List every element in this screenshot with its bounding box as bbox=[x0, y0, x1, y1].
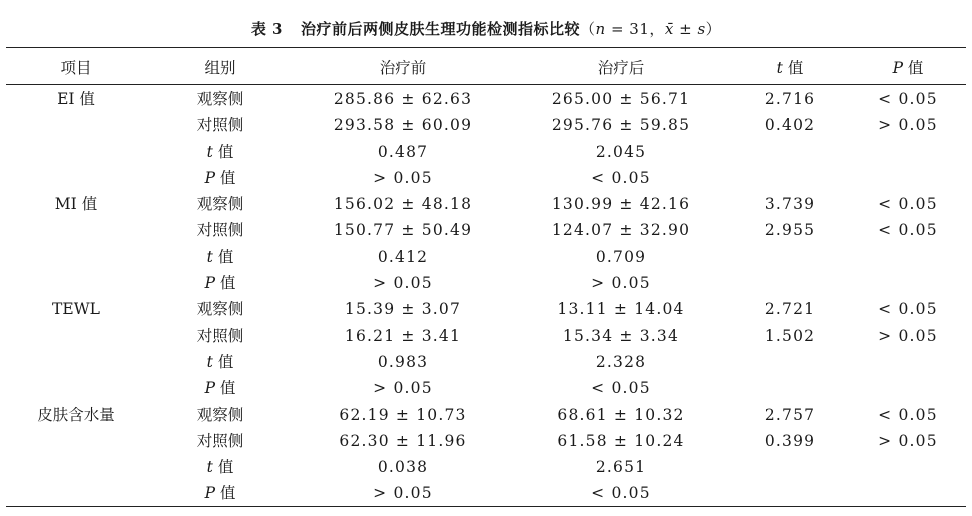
cell-before-treatment: 0.983 bbox=[377, 352, 429, 371]
cell-after-treatment: 265.00 ± 56.71 bbox=[551, 90, 691, 108]
cell-item bbox=[6, 217, 146, 243]
table-row bbox=[6, 454, 966, 480]
cell-item bbox=[6, 323, 146, 349]
header-t-value: t 值 bbox=[776, 59, 804, 77]
cell-group: 对照侧 bbox=[196, 221, 244, 240]
table-row bbox=[6, 480, 966, 506]
table-row bbox=[6, 165, 966, 191]
cell-t-value: 2.721 bbox=[764, 300, 816, 319]
cell-p-value bbox=[850, 139, 966, 165]
cell-p-value: < 0.05 bbox=[878, 405, 938, 424]
cell-before-treatment: > 0.05 bbox=[373, 168, 433, 187]
cell-p-value: < 0.05 bbox=[878, 90, 938, 108]
cell-p-value bbox=[850, 454, 966, 480]
cell-group: 观察侧 bbox=[196, 300, 244, 319]
cell-before-treatment: 156.02 ± 48.18 bbox=[333, 195, 473, 214]
cell-p-value bbox=[850, 349, 966, 375]
cell-t-value bbox=[730, 349, 850, 375]
cell-group: 观察侧 bbox=[196, 90, 244, 108]
cell-p-value bbox=[850, 270, 966, 296]
cell-t-value bbox=[730, 244, 850, 270]
cell-t-value: 2.955 bbox=[764, 221, 816, 240]
table-number: 表 3 bbox=[250, 20, 283, 38]
cell-item bbox=[6, 244, 146, 270]
cell-group: P 值 bbox=[204, 484, 236, 503]
cell-after-treatment: 0.709 bbox=[595, 247, 647, 266]
cell-group: 观察侧 bbox=[196, 195, 244, 214]
cell-group: t 值 bbox=[206, 458, 234, 477]
cell-after-treatment: 68.61 ± 10.32 bbox=[557, 405, 685, 424]
table-row bbox=[6, 402, 966, 428]
cell-after-treatment: 2.328 bbox=[595, 352, 647, 371]
cell-before-treatment: > 0.05 bbox=[373, 379, 433, 398]
table-header bbox=[6, 54, 966, 80]
cell-after-treatment: 295.76 ± 59.85 bbox=[551, 116, 691, 135]
cell-t-value bbox=[730, 139, 850, 165]
cell-t-value bbox=[730, 480, 850, 506]
cell-p-value: > 0.05 bbox=[878, 431, 938, 450]
cell-t-value: 2.757 bbox=[764, 405, 816, 424]
cell-after-treatment: < 0.05 bbox=[591, 379, 651, 398]
table-header-rule bbox=[6, 84, 966, 85]
cell-item bbox=[6, 454, 146, 480]
cell-t-value bbox=[730, 375, 850, 401]
cell-p-value: < 0.05 bbox=[878, 221, 938, 240]
cell-t-value bbox=[730, 165, 850, 191]
table-row bbox=[6, 217, 966, 243]
cell-item: TEWL bbox=[52, 300, 100, 319]
cell-p-value: < 0.05 bbox=[878, 300, 938, 319]
cell-t-value: 3.739 bbox=[764, 195, 816, 214]
cell-item: EI 值 bbox=[57, 90, 95, 108]
cell-before-treatment: 62.19 ± 10.73 bbox=[339, 405, 467, 424]
cell-after-treatment: 130.99 ± 42.16 bbox=[551, 195, 691, 214]
header-item: 项目 bbox=[60, 59, 92, 77]
cell-item: 皮肤含水量 bbox=[37, 405, 115, 424]
cell-after-treatment: 2.045 bbox=[595, 142, 647, 161]
table-row bbox=[6, 296, 966, 322]
cell-p-value: > 0.05 bbox=[878, 116, 938, 135]
table-title: 治疗前后两侧皮肤生理功能检测指标比较 bbox=[300, 20, 580, 38]
cell-before-treatment: 285.86 ± 62.63 bbox=[333, 90, 473, 108]
cell-after-treatment: > 0.05 bbox=[591, 274, 651, 293]
table-statistic-note: （n = 31，x̄ ± s） bbox=[580, 20, 722, 38]
cell-group: t 值 bbox=[206, 352, 234, 371]
table-row bbox=[6, 375, 966, 401]
cell-after-treatment: 61.58 ± 10.24 bbox=[557, 431, 685, 450]
cell-t-value: 2.716 bbox=[764, 90, 816, 108]
cell-after-treatment: 15.34 ± 3.34 bbox=[562, 326, 680, 345]
header-group: 组别 bbox=[204, 59, 236, 77]
cell-p-value bbox=[850, 480, 966, 506]
table-row bbox=[6, 349, 966, 375]
cell-group: t 值 bbox=[206, 247, 234, 266]
cell-before-treatment: > 0.05 bbox=[373, 484, 433, 503]
table-row bbox=[6, 428, 966, 454]
cell-group: 观察侧 bbox=[196, 405, 244, 424]
cell-group: P 值 bbox=[204, 168, 236, 187]
cell-before-treatment: 0.487 bbox=[377, 142, 429, 161]
table-row bbox=[6, 323, 966, 349]
cell-group: P 值 bbox=[204, 379, 236, 398]
cell-group: P 值 bbox=[204, 274, 236, 293]
cell-after-treatment: < 0.05 bbox=[591, 484, 651, 503]
cell-p-value bbox=[850, 244, 966, 270]
cell-item: MI 值 bbox=[54, 195, 98, 214]
table-row bbox=[6, 270, 966, 296]
cell-before-treatment: > 0.05 bbox=[373, 274, 433, 293]
cell-p-value: > 0.05 bbox=[878, 326, 938, 345]
table-bottom-rule bbox=[6, 506, 966, 507]
cell-t-value bbox=[730, 454, 850, 480]
table-row bbox=[6, 86, 966, 112]
cell-item bbox=[6, 165, 146, 191]
header-after-treatment: 治疗后 bbox=[597, 59, 645, 77]
cell-before-treatment: 16.21 ± 3.41 bbox=[344, 326, 462, 345]
cell-p-value: < 0.05 bbox=[878, 195, 938, 214]
cell-item bbox=[6, 112, 146, 138]
header-p-value: P 值 bbox=[892, 59, 924, 77]
cell-item bbox=[6, 375, 146, 401]
table-body bbox=[6, 86, 966, 507]
table-row bbox=[6, 244, 966, 270]
cell-group: 对照侧 bbox=[196, 326, 244, 345]
cell-before-treatment: 293.58 ± 60.09 bbox=[333, 116, 473, 135]
cell-after-treatment: 124.07 ± 32.90 bbox=[551, 221, 691, 240]
table-caption bbox=[0, 18, 972, 39]
table-top-rule bbox=[6, 47, 966, 48]
cell-item bbox=[6, 480, 146, 506]
cell-item bbox=[6, 270, 146, 296]
cell-group: 对照侧 bbox=[196, 431, 244, 450]
cell-t-value: 0.402 bbox=[764, 116, 816, 135]
cell-p-value bbox=[850, 165, 966, 191]
cell-before-treatment: 0.038 bbox=[377, 458, 429, 477]
cell-item bbox=[6, 349, 146, 375]
cell-before-treatment: 62.30 ± 11.96 bbox=[339, 431, 467, 450]
cell-before-treatment: 0.412 bbox=[377, 247, 429, 266]
cell-after-treatment: 2.651 bbox=[595, 458, 647, 477]
table-row bbox=[6, 139, 966, 165]
cell-before-treatment: 15.39 ± 3.07 bbox=[344, 300, 462, 319]
cell-item bbox=[6, 428, 146, 454]
cell-before-treatment: 150.77 ± 50.49 bbox=[333, 221, 473, 240]
table-row bbox=[6, 191, 966, 217]
header-row bbox=[6, 54, 966, 80]
cell-t-value: 0.399 bbox=[764, 431, 816, 450]
cell-after-treatment: 13.11 ± 14.04 bbox=[557, 300, 685, 319]
cell-t-value: 1.502 bbox=[764, 326, 816, 345]
cell-t-value bbox=[730, 270, 850, 296]
cell-group: 对照侧 bbox=[196, 116, 244, 135]
cell-item bbox=[6, 139, 146, 165]
cell-after-treatment: < 0.05 bbox=[591, 168, 651, 187]
header-before-treatment: 治疗前 bbox=[379, 59, 427, 77]
cell-p-value bbox=[850, 375, 966, 401]
cell-group: t 值 bbox=[206, 142, 234, 161]
table-row bbox=[6, 112, 966, 138]
